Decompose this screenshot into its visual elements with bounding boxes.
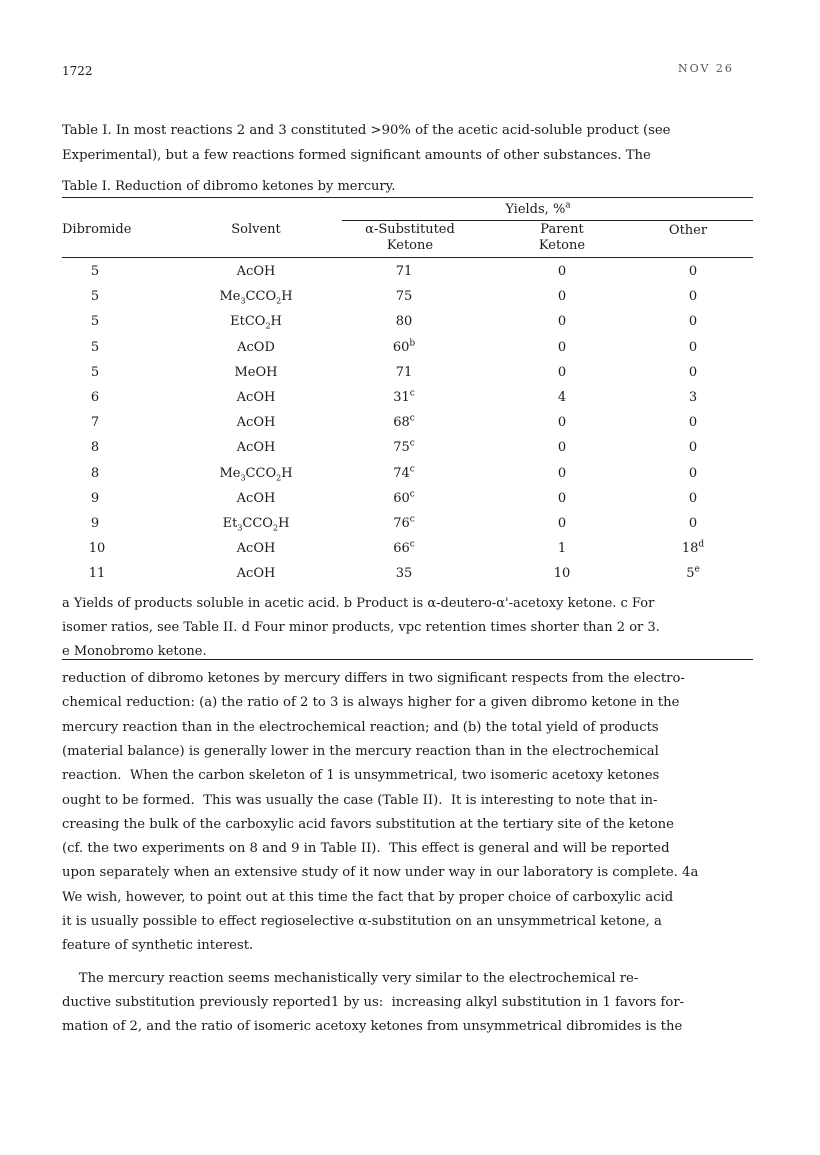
cell-other: [682, 541, 704, 556]
header-rule: [62, 257, 753, 258]
alpha-value: 71: [395, 365, 413, 380]
cell-dibromide: 7: [90, 415, 100, 430]
cell-other: [689, 491, 697, 506]
body-line: The mercury reaction seems mechanistically very similar to the electrochemical re-: [62, 970, 639, 986]
page-number: 1722: [62, 64, 93, 78]
alpha-value: 75: [393, 440, 410, 455]
corner-mark: NOV 26: [678, 62, 734, 75]
cell-dibromide: 9: [90, 516, 100, 531]
body-line: We wish, however, to point out at this time the fact that by proper choice of carboxylic acid: [62, 889, 674, 905]
body-line: (material balance) is generally lower in the mercury reaction than in the electrochemical: [62, 743, 659, 759]
other-value: 0: [688, 491, 698, 506]
cell-alpha: [393, 491, 415, 506]
cell-solvent: AcOH: [236, 541, 276, 556]
cell-other: [689, 440, 697, 455]
cell-alpha: [393, 466, 415, 481]
intro-line: Table I. In most reactions 2 and 3 constituted >90% of the acetic acid-soluble product (see: [62, 123, 671, 138]
body-line: upon separately when an extensive study of it now under way in our laboratory is complete. 4a: [62, 865, 699, 881]
col-parent-2: Ketone: [538, 238, 586, 253]
other-footnote-mark: d: [698, 539, 705, 550]
body-line: (cf. the two experiments on 8 and 9 in Table II). This effect is general and will be reported: [62, 841, 670, 857]
cell-dibromide: 5: [90, 365, 100, 380]
cell-other: [686, 566, 700, 581]
other-value: 5: [686, 566, 695, 581]
col-other: Other: [668, 223, 708, 238]
cell-parent: 0: [557, 340, 567, 355]
cell-parent: 0: [557, 440, 567, 455]
alpha-value: 60: [393, 491, 410, 506]
body-line: reaction. When the carbon skeleton of 1 is unsymmetrical, two isomeric acetoxy ketones: [62, 768, 660, 784]
alpha-footnote-mark: c: [409, 539, 415, 550]
cell-alpha: [393, 340, 415, 355]
cell-alpha: [396, 365, 413, 380]
alpha-value: 71: [395, 264, 413, 279]
alpha-footnote-mark: b: [409, 338, 416, 349]
cell-dibromide: 10: [88, 541, 106, 556]
footnote-line: isomer ratios, see Table II. d Four minor products, vpc retention times shorter than 2 or 3.: [62, 620, 660, 635]
alpha-value: 75: [395, 289, 413, 304]
cell-solvent: AcOH: [236, 566, 276, 581]
alpha-footnote-mark: c: [409, 464, 415, 475]
cell-alpha: [393, 541, 415, 556]
table-bottom-rule: [62, 659, 753, 660]
cell-other: [689, 516, 697, 531]
alpha-footnote-mark: c: [409, 413, 415, 424]
table-caption: Table I. Reduction of dibromo ketones by mercury.: [62, 179, 396, 194]
cell-parent: 0: [557, 516, 567, 531]
col-alpha-2: Ketone: [386, 238, 434, 253]
cell-parent: 0: [557, 365, 567, 380]
cell-solvent: AcOH: [236, 440, 276, 455]
cell-other: [689, 289, 697, 304]
cell-solvent: AcOD: [237, 340, 275, 355]
other-value: 0: [688, 314, 698, 329]
cell-dibromide: 8: [90, 440, 100, 455]
other-value: 3: [688, 390, 698, 405]
alpha-footnote-mark: c: [409, 438, 415, 449]
alpha-value: 66: [393, 541, 410, 556]
cell-parent: 4: [557, 390, 567, 405]
cell-other: [689, 415, 697, 430]
cell-solvent: $Me_3CCO_2H$: [219, 289, 293, 306]
cell-alpha: [393, 415, 415, 430]
cell-dibromide: 6: [90, 390, 100, 405]
other-value: 0: [688, 516, 698, 531]
body-line: chemical reduction: (a) the ratio of 2 to 3 is always higher for a given dibromo ketone in the: [62, 695, 680, 711]
body-line: mation of 2, and the ratio of isomeric acetoxy ketones from unsymmetrical dibromides is the: [62, 1019, 683, 1035]
cell-alpha: [396, 264, 413, 279]
col-alpha-1: α-Substituted: [365, 222, 455, 237]
alpha-value: 74: [393, 466, 410, 481]
alpha-value: 60: [392, 340, 410, 355]
other-value: 0: [688, 340, 698, 355]
cell-solvent: $Me_3CCO_2H$: [219, 466, 293, 483]
cell-other: [689, 365, 697, 380]
body-line: ought to be formed. This was usually the case (Table II). It is interesting to note that in-: [62, 792, 658, 808]
alpha-footnote-mark: c: [409, 388, 415, 399]
alpha-value: 80: [395, 314, 413, 329]
body-line: mercury reaction than in the electrochemical reaction; and (b) the total yield of products: [62, 719, 659, 735]
cell-solvent: MeOH: [234, 365, 278, 380]
cell-solvent: AcOH: [236, 491, 276, 506]
cell-dibromide: 5: [90, 289, 100, 304]
cell-alpha: [393, 516, 415, 531]
alpha-footnote-mark: c: [409, 489, 415, 500]
cell-parent: 10: [553, 566, 571, 581]
other-value: 0: [688, 466, 698, 481]
cell-parent: 0: [557, 466, 567, 481]
cell-solvent: AcOH: [236, 264, 276, 279]
cell-other: [689, 466, 697, 481]
body-line: feature of synthetic interest.: [62, 938, 254, 954]
table-top-rule: [62, 197, 753, 198]
alpha-value: 31: [393, 390, 410, 405]
cell-solvent: AcOH: [236, 415, 276, 430]
alpha-value: 68: [393, 415, 410, 430]
body-line: it is usually possible to effect regioselective α-substitution on an unsymmetrical ketone, a: [62, 914, 662, 929]
alpha-footnote-mark: c: [409, 514, 415, 525]
cell-other: [689, 340, 697, 355]
cell-parent: 0: [557, 264, 567, 279]
cell-alpha: [396, 566, 413, 581]
other-value: 0: [688, 289, 698, 304]
cell-dibromide: 5: [90, 340, 100, 355]
col-parent-1: Parent: [540, 222, 584, 237]
footnote-line: a Yields of products soluble in acetic acid. b Product is α-deutero-α'-acetoxy ketone. c For: [62, 596, 655, 611]
other-footnote-mark: e: [694, 564, 700, 575]
cell-solvent: EtCO$_2$H: [230, 314, 282, 331]
cell-dibromide: 5: [90, 314, 100, 329]
cell-dibromide: 5: [90, 264, 100, 279]
cell-other: [689, 390, 697, 405]
other-value: 0: [688, 264, 698, 279]
body-line: ductive substitution previously reported1 by us: increasing alkyl substitution in 1 favors for-: [62, 994, 685, 1010]
cell-solvent: $Et_3CCO_2H$: [222, 516, 290, 533]
body-line: reduction of dibromo ketones by mercury differs in two significant respects from the electro-: [62, 671, 685, 686]
other-value: 0: [688, 440, 698, 455]
cell-solvent: AcOH: [236, 390, 276, 405]
alpha-value: 35: [395, 566, 413, 581]
footnote-line: e Monobromo ketone.: [62, 644, 207, 659]
alpha-value: 76: [393, 516, 410, 531]
cell-alpha: [396, 289, 413, 304]
cell-other: [689, 264, 697, 279]
other-value: 0: [688, 415, 698, 430]
col-dibromide: Dibromide: [62, 222, 132, 237]
other-value: 0: [688, 365, 698, 380]
yields-group-header: Yields, %$^a$: [505, 200, 571, 217]
cell-parent: 0: [557, 415, 567, 430]
cell-parent: 0: [557, 314, 567, 329]
body-line: creasing the bulk of the carboxylic acid favors substitution at the tertiary site of the ketone: [62, 816, 674, 832]
cell-parent: 0: [557, 491, 567, 506]
cell-alpha: [393, 390, 415, 405]
col-solvent: Solvent: [231, 222, 281, 237]
cell-other: [689, 314, 697, 329]
cell-alpha: [393, 440, 415, 455]
cell-dibromide: 9: [90, 491, 100, 506]
cell-dibromide: 8: [90, 466, 100, 481]
other-value: 18: [681, 541, 699, 556]
cell-dibromide: 11: [88, 566, 106, 581]
group-rule: [342, 220, 753, 221]
cell-alpha: [396, 314, 413, 329]
cell-parent: 1: [557, 541, 567, 556]
intro-line: Experimental), but a few reactions formed significant amounts of other substances. The: [62, 148, 651, 163]
cell-parent: 0: [557, 289, 567, 304]
